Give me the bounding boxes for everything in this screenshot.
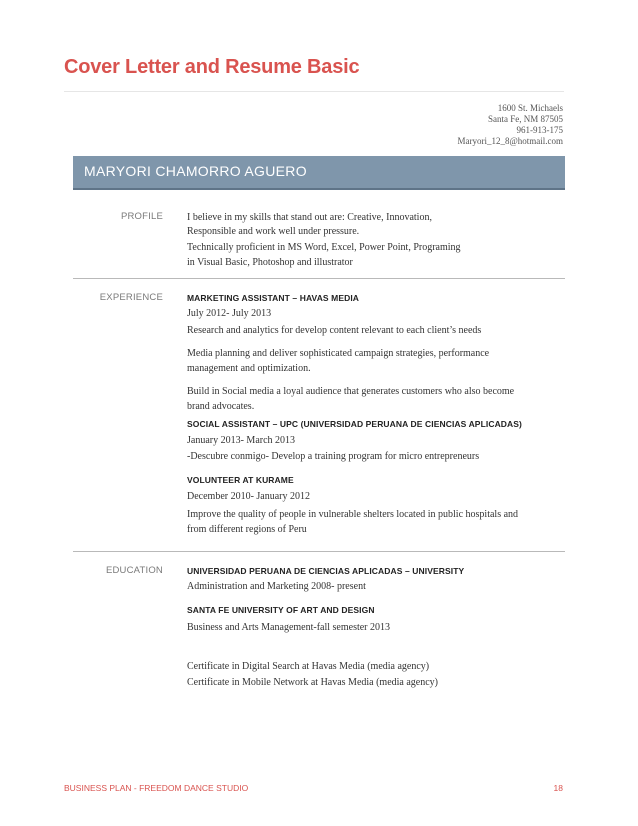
- applicant-name: MARYORI CHAMORRO AGUERO: [84, 163, 307, 179]
- profile-line: Technically proficient in MS Word, Excel, Power Point, Programing: [187, 242, 461, 253]
- job-title: VOLUNTEER AT KURAME: [187, 475, 294, 485]
- footer-text: BUSINESS PLAN - FREEDOM DANCE STUDIO: [64, 783, 249, 793]
- job-detail: management and optimization.: [187, 363, 311, 374]
- section-label-education: EDUCATION: [105, 565, 163, 576]
- title-divider: [64, 91, 564, 92]
- school-name: UNIVERSIDAD PERUANA DE CIENCIAS APLICADAS – UNIVERSITY: [187, 566, 465, 576]
- name-banner: [73, 156, 565, 190]
- address-city: Santa Fe, NM 87505: [488, 114, 563, 124]
- profile-line: I believe in my skills that stand out are: Creative, Innovation,: [187, 212, 432, 223]
- job-detail: Research and analytics for develop content relevant to each client’s needs: [187, 325, 482, 336]
- job-title: SOCIAL ASSISTANT – UPC (UNIVERSIDAD PERUANA DE CIENCIAS APLICADAS): [187, 419, 522, 429]
- job-detail: -Descubre conmigo- Develop a training program for micro entrepreneurs: [187, 451, 480, 462]
- address-email: Maryori_12_8@hotmail.com: [457, 136, 563, 146]
- job-detail: brand advocates.: [187, 401, 255, 412]
- job-dates: December 2010- January 2012: [187, 491, 311, 502]
- job-detail: from different regions of Peru: [187, 524, 307, 535]
- job-detail: Build in Social media a loyal audience that generates customers who also become: [187, 386, 515, 397]
- section-divider: [73, 551, 565, 552]
- document-title: Cover Letter and Resume Basic: [64, 56, 360, 78]
- profile-line: Responsible and work well under pressure.: [187, 226, 360, 237]
- job-detail: Improve the quality of people in vulnerable shelters located in public hospitals and: [187, 509, 519, 520]
- school-name: SANTA FE UNIVERSITY OF ART AND DESIGN: [187, 605, 375, 615]
- certificate: Certificate in Digital Search at Havas Media (media agency): [187, 661, 430, 672]
- section-divider: [73, 278, 565, 279]
- school-detail: Business and Arts Management-fall semester 2013: [187, 622, 391, 633]
- school-detail: Administration and Marketing 2008- present: [187, 581, 366, 592]
- section-label-profile: PROFILE: [120, 211, 163, 222]
- job-dates: July 2012- July 2013: [187, 308, 272, 319]
- profile-line: in Visual Basic, Photoshop and illustrator: [187, 257, 353, 268]
- job-detail: Media planning and deliver sophisticated campaign strategies, performance: [187, 348, 490, 359]
- job-title: MARKETING ASSISTANT – HAVAS MEDIA: [187, 293, 360, 303]
- certificate: Certificate in Mobile Network at Havas Media (media agency): [187, 677, 439, 688]
- section-label-experience: EXPERIENCE: [99, 292, 163, 303]
- page-number: 18: [553, 783, 563, 793]
- address-street: 1600 St. Michaels: [497, 103, 563, 113]
- job-dates: January 2013- March 2013: [187, 435, 296, 446]
- address-phone: 961-913-175: [516, 125, 563, 135]
